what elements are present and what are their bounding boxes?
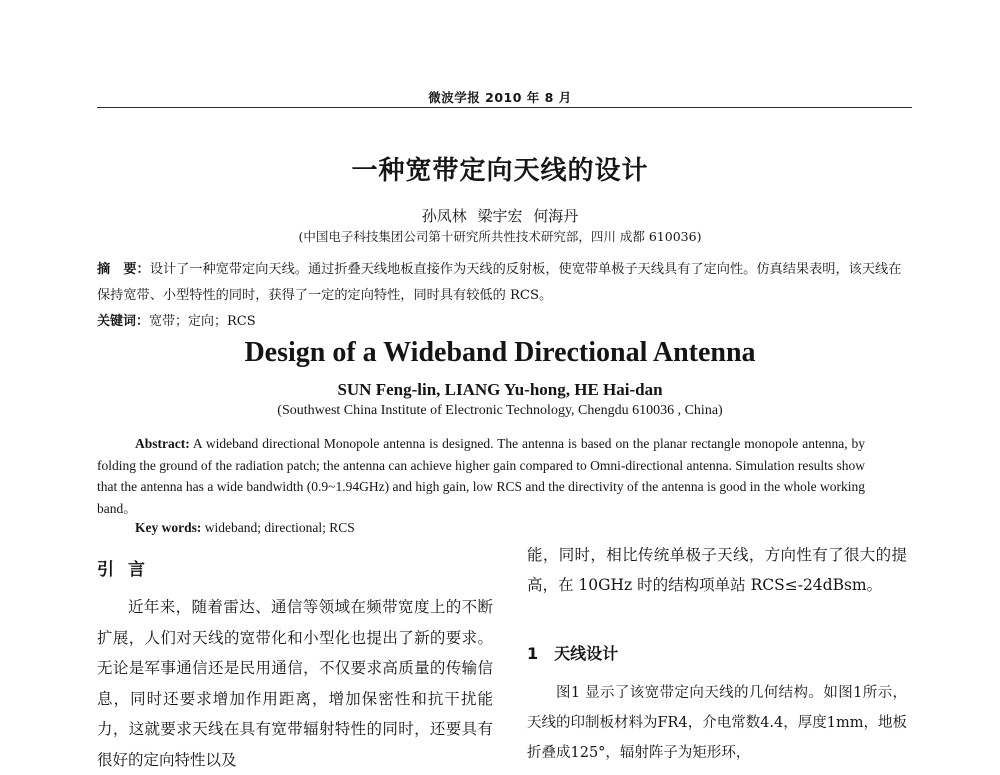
intro-heading: 引言 — [97, 560, 159, 580]
keywords-english-text: wideband; directional; RCS — [204, 520, 355, 535]
section-1-paragraph: 图1 显示了该宽带定向天线的几何结构。如图1所示，天线的印制板材料为FR4，介电常数4.4，厚度1mm，地板折叠成125°，辐射阵子为矩形环， — [527, 685, 907, 761]
continuation-paragraph: 能，同时，相比传统单极子天线，方向性有了很大的提高，在 10GHz 时的结构项单站 RCS≤-24dBsm。 — [527, 546, 907, 594]
affiliation-english: (Southwest China Institute of Electronic Technology, Chengdu 610036 , China) — [277, 403, 723, 418]
keywords-chinese — [97, 310, 256, 329]
authors-chinese: 孙凤林 梁宇宏 何海丹 — [421, 207, 579, 225]
section-1-number: 1 — [527, 644, 539, 663]
abstract-chinese-label: 摘 要： — [97, 262, 150, 277]
abstract-chinese — [97, 257, 913, 309]
left-column — [97, 592, 493, 775]
keywords-chinese-label: 关键词： — [97, 314, 150, 329]
abstract-english-label: Abstract: — [135, 436, 190, 451]
header-rule — [97, 107, 912, 108]
intro-paragraph: 近年来，随着雷达、通信等领域在频带宽度上的不断扩展，人们对天线的宽带化和小型化也提出了新的要求。无论是军事通信还是民用通信，不仅要求高质量的传输信息，同时还要求增加作用距离，增加保密性和抗干扰能力，这就要求天线在具有宽带辐射特性的同时，还要具有很好的定向特性以及 — [97, 598, 493, 769]
keywords-english-label: Key words: — [135, 520, 202, 535]
authors-english: SUN Feng-lin, LIANG Yu-hong, HE Hai-dan — [337, 380, 663, 399]
title-chinese: 一种宽带定向天线的设计 — [351, 156, 649, 186]
right-column-continuation — [527, 540, 907, 600]
affiliation-chinese: (中国电子科技集团公司第十研究所共性技术研究部，四川 成都 610036) — [298, 229, 702, 244]
right-column-section1 — [527, 678, 907, 768]
title-english: Design of a Wideband Directional Antenna — [244, 337, 756, 368]
journal-header: 微波学报 2010 年 8 月 — [428, 90, 572, 105]
abstract-chinese-text: 设计了一种宽带定向天线。通过折叠天线地板直接作为天线的反射板，使宽带单极子天线具有了定向性。仿真结果表明，该天线在保持宽带、小型特性的同时，获得了一定的定向特性，同时具有较低的 RCS。 — [97, 262, 902, 303]
abstract-english-text: A wideband directional Monopole antenna is designed. The antenna is based on the planar rectangle monopole antenna, by folding the ground of the radiation patch; the antenna can achieve higher gain compared to Omni-directional antenna. Simulation results show that the antenna has a wide bandwidth (0.9~1.94GHz) and high gain, low RCS and the directivity of the antenna is good in the whole working band。 — [97, 436, 865, 516]
keywords-english — [135, 520, 355, 536]
keywords-chinese-text: 宽带；定向；RCS — [149, 314, 256, 329]
section-1-heading — [527, 641, 618, 664]
section-1-title: 天线设计 — [554, 644, 619, 663]
abstract-english — [97, 433, 865, 519]
